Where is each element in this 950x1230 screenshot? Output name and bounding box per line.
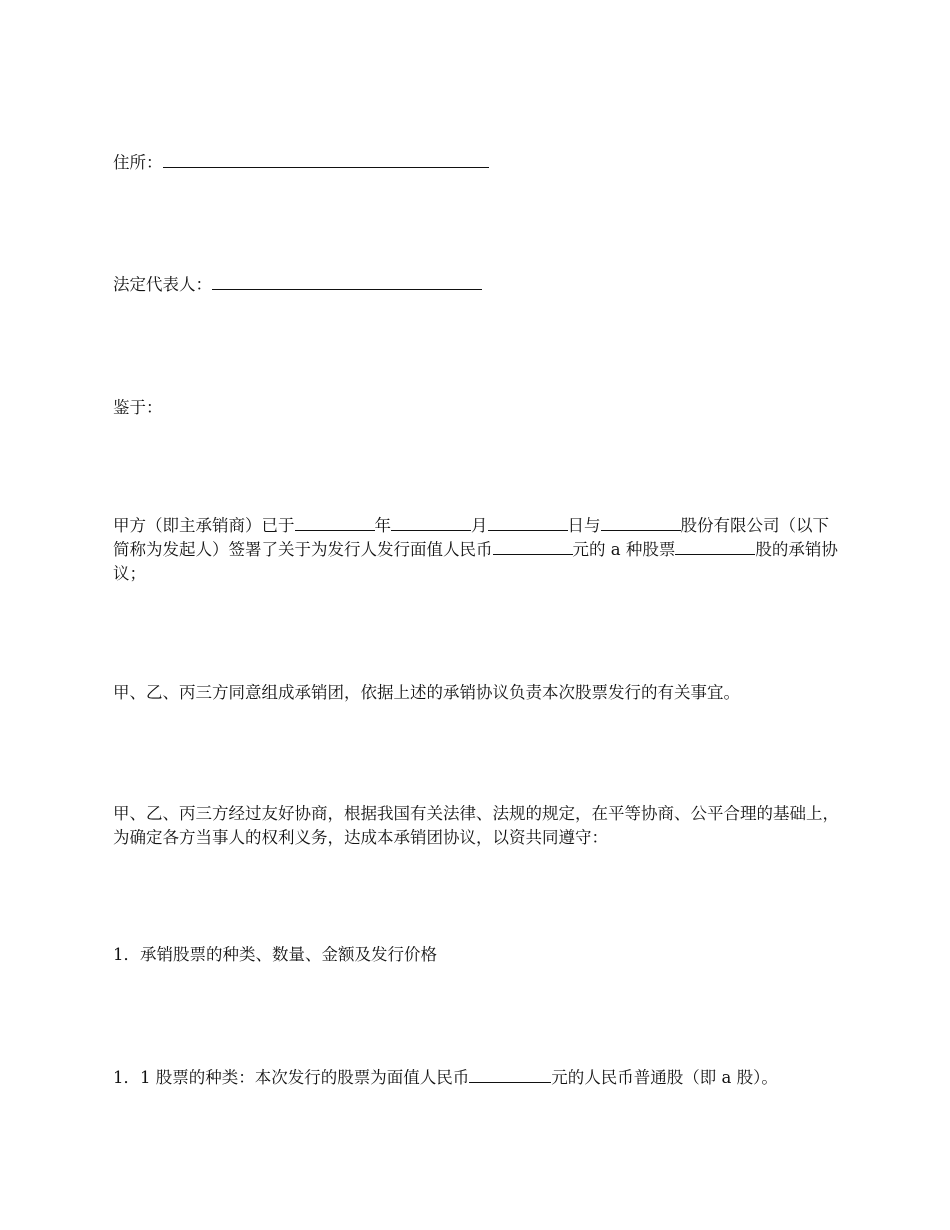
whereas-line (113, 396, 843, 420)
para1-text-2: 年 (374, 516, 391, 535)
year-blank (295, 516, 375, 531)
section-1-1-line (113, 1066, 843, 1090)
whereas-label: 鉴于： (113, 398, 163, 417)
month-blank (391, 516, 471, 531)
face-value-blank (493, 540, 573, 555)
syndicate-paragraph: 甲、乙、丙三方同意组成承销团，依据上述的承销协议负责本次股票发行的有关事宜。 (113, 683, 740, 702)
legal-representative-label: 法定代表人： (113, 275, 212, 294)
day-blank (488, 516, 568, 531)
section-1-1-face-value-blank (469, 1068, 551, 1083)
agreement-basis-paragraph: 甲、乙、丙三方经过友好协商，根据我国有关法律、法规的规定，在平等协商、公平合理的基础上，为确定各方当事人的权利义务，达成本承销团协议，以资共同遵守： (113, 804, 839, 847)
address-label: 住所： (113, 153, 163, 172)
address-blank (163, 153, 489, 168)
legal-representative-blank (212, 275, 482, 290)
section-1-1-text-2: 元的人民币普通股（即 a 股）。 (551, 1068, 778, 1087)
section-1-title: 1．承销股票的种类、数量、金额及发行价格 (113, 945, 437, 964)
company-blank (601, 516, 681, 531)
para1-text-7: 股的承销协议； (113, 540, 838, 583)
underwriting-agreement-paragraph (113, 514, 843, 586)
para1-text-4: 日与 (567, 516, 601, 535)
legal-representative-line (113, 273, 843, 297)
share-count-blank (675, 540, 755, 555)
para1-text-3: 月 (471, 516, 488, 535)
address-line (113, 151, 843, 175)
section-1-1-text-1: 1．1 股票的种类：本次发行的股票为面值人民币 (113, 1068, 470, 1087)
para1-text-1: 甲方（即主承销商）已于 (113, 516, 295, 535)
para1-text-5: 股份有限公司（以下简称为发起人）签署了关于为发行人发行面值人民币 (113, 516, 829, 559)
para1-text-6: 元的 a 种股票 (572, 540, 676, 559)
